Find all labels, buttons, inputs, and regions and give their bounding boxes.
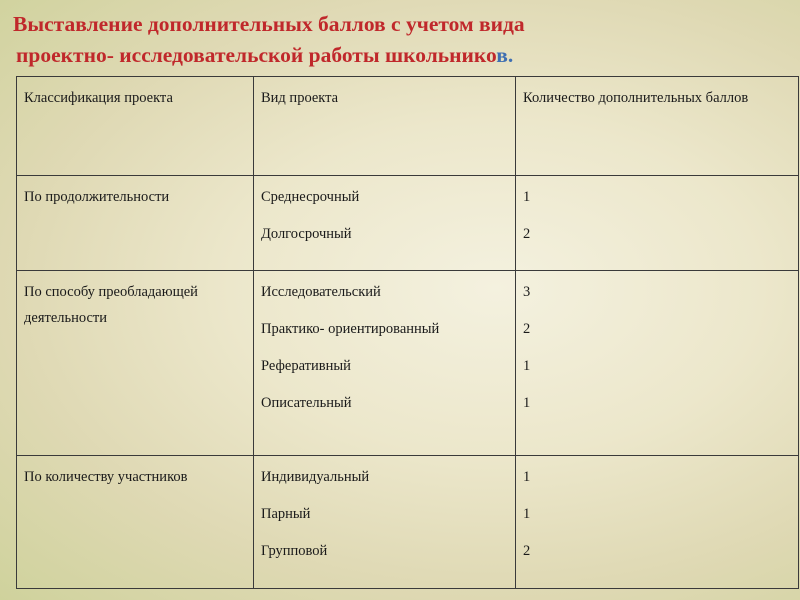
- row-points-cell: [516, 456, 799, 589]
- points-value: 1: [523, 189, 531, 205]
- points-value: 2: [523, 321, 531, 337]
- header-project-type-text: Вид проекта: [261, 90, 339, 106]
- points-value: 2: [523, 543, 531, 559]
- header-classification: [17, 77, 254, 176]
- points-value: 1: [523, 358, 531, 374]
- table-row: [17, 456, 799, 589]
- table-header-row: [17, 77, 799, 176]
- points-value: 1: [523, 469, 531, 485]
- row-category-cell: [17, 271, 254, 456]
- row-types-cell: [254, 176, 516, 271]
- header-points-text: Количество дополнительных баллов: [523, 90, 749, 106]
- header-classification-text: Классификация проекта: [24, 90, 173, 106]
- row-category-cell: [17, 176, 254, 271]
- project-type-item: Групповой: [261, 543, 328, 559]
- row-category: По продолжительности: [24, 189, 170, 205]
- project-type-item: Практико- ориентированный: [261, 321, 440, 337]
- table-row: [17, 271, 799, 456]
- row-types-cell: [254, 456, 516, 589]
- slide-title-line-1: Выставление дополнительных баллов с учетом вида: [13, 12, 525, 36]
- row-points-cell: [516, 176, 799, 271]
- row-category: По количеству участников: [24, 469, 188, 485]
- slide-title-line-2-accent: в.: [496, 43, 514, 67]
- project-points-table: [16, 76, 799, 589]
- project-type-item: Среднесрочный: [261, 189, 360, 205]
- header-points: [516, 77, 799, 176]
- table-row: [17, 176, 799, 271]
- slide-title-line-2-text: проектно- исследовательской работы школьнико: [16, 43, 497, 67]
- points-value: 1: [523, 395, 531, 411]
- project-type-item: Индивидуальный: [261, 469, 370, 485]
- header-project-type: [254, 77, 516, 176]
- project-type-item: Исследовательский: [261, 284, 381, 300]
- row-category-cell: [17, 456, 254, 589]
- project-type-item: Парный: [261, 506, 311, 522]
- row-points-cell: [516, 271, 799, 456]
- project-type-item: Реферативный: [261, 358, 351, 374]
- slide-title-line-2: [13, 40, 793, 71]
- project-type-item: Описательный: [261, 395, 352, 411]
- points-value: 2: [523, 226, 531, 242]
- slide-title: [13, 9, 793, 71]
- project-type-item: Долгосрочный: [261, 226, 352, 242]
- row-types-cell: [254, 271, 516, 456]
- points-value: 3: [523, 284, 531, 300]
- points-value: 1: [523, 506, 531, 522]
- row-category: По способу преобладающей деятельности: [24, 284, 198, 326]
